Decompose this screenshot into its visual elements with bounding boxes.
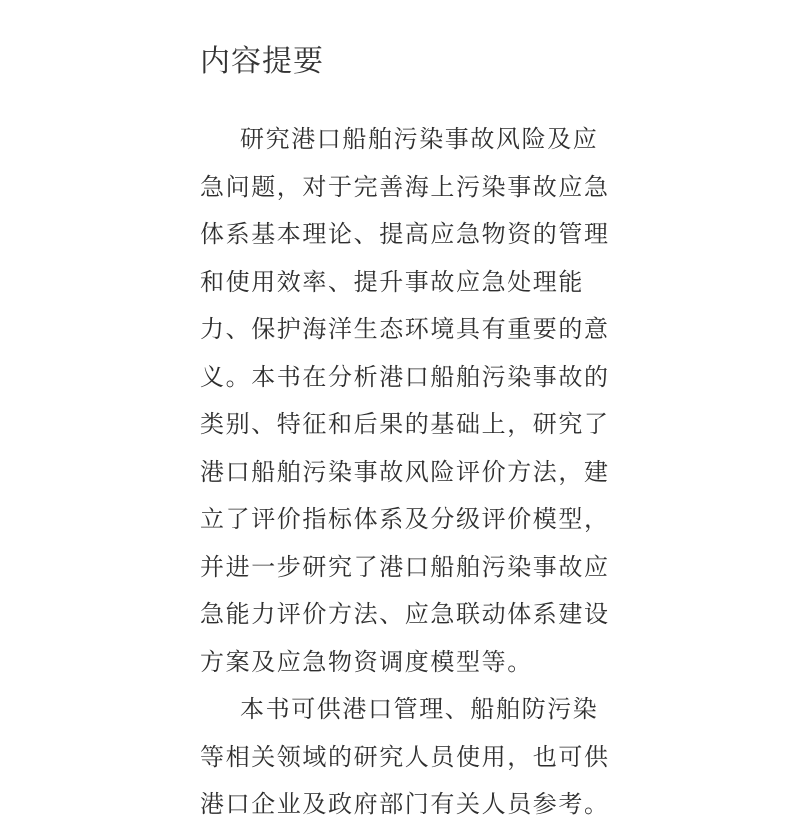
paragraph-1-line-12: 方案及应急物资调度模型等。 xyxy=(200,647,533,676)
section-heading: 内容提要 xyxy=(200,44,324,79)
summary-body xyxy=(200,116,610,829)
paragraph-2-line-2: 等相关领域的研究人员使用，也可供 xyxy=(200,742,610,771)
paragraph-1-line-1: 研究港口船舶污染事故风险及应 xyxy=(240,125,599,153)
paragraph-2-line-1: 本书可供港口管理、船舶防污染 xyxy=(240,695,599,723)
paragraph-1-line-11: 急能力评价方法、应急联动体系建设 xyxy=(200,600,610,628)
paragraph-1-line-9: 立了评价指标体系及分级评价模型， xyxy=(200,505,610,533)
paragraph-2-line-3: 港口企业及政府部门有关人员参考。 xyxy=(200,790,610,818)
paragraph-1-line-10: 并进一步研究了港口船舶污染事故应 xyxy=(200,552,610,581)
paragraph-1-line-3: 体系基本理论、提高应急物资的管理 xyxy=(200,220,610,248)
paragraph-1-line-4: 和使用效率、提升事故应急处理能 xyxy=(200,267,584,296)
paragraph-1-line-5: 力、保护海洋生态环境具有重要的意 xyxy=(200,315,610,343)
paragraph-1-line-7: 类别、特征和后果的基础上，研究了 xyxy=(200,410,610,438)
paragraph-1-line-6: 义。本书在分析港口船舶污染事故的 xyxy=(200,362,610,391)
paragraph-1-line-2: 急问题，对于完善海上污染事故应急 xyxy=(200,172,610,201)
paragraph-1-line-8: 港口船舶污染事故风险评价方法，建 xyxy=(200,457,610,486)
